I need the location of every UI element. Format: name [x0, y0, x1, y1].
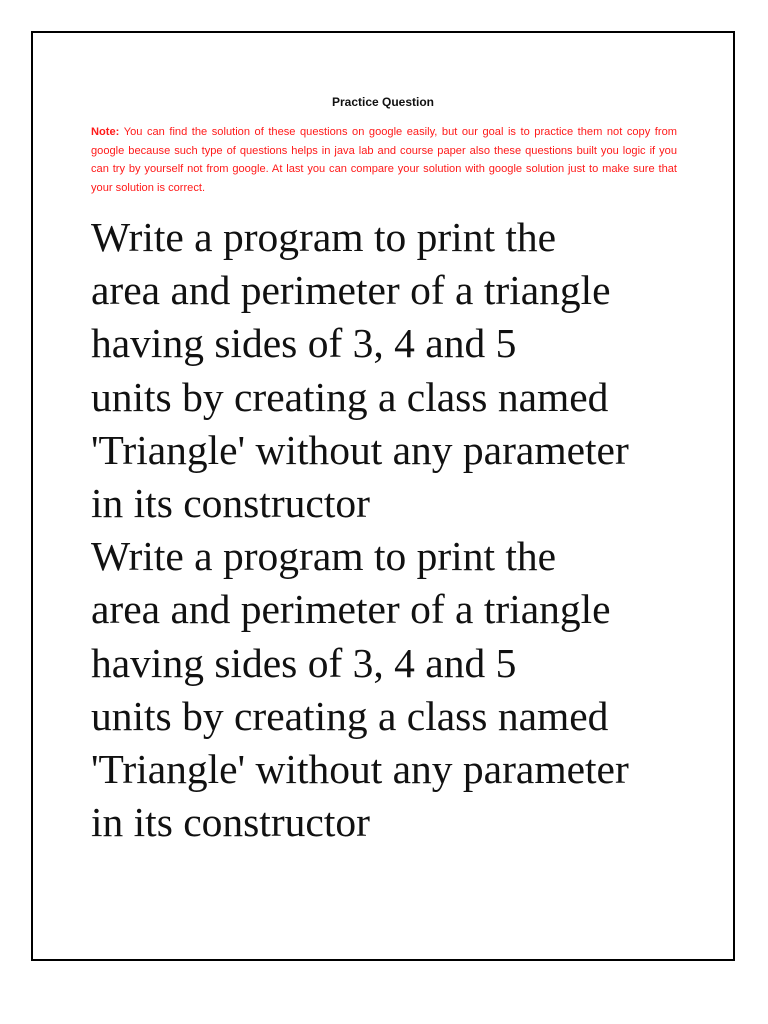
note-label: Note: [91, 126, 120, 138]
question-line: 'Triangle' without any parameter [91, 746, 629, 793]
question-line: area and perimeter of a triangle [91, 267, 611, 314]
question-line: 'Triangle' without any parameter [91, 426, 629, 473]
question-line: in its constructor [91, 480, 370, 527]
question-text [91, 211, 731, 849]
question-line: area and perimeter of a triangle [91, 586, 611, 633]
page-title: Practice Question [331, 95, 435, 109]
note-paragraph [91, 123, 677, 197]
question-line: having sides of 3, 4 and 5 [91, 320, 517, 367]
question-line: having sides of 3, 4 and 5 [91, 639, 517, 686]
question-line: units by creating a class named [91, 692, 609, 739]
question-line: units by creating a class named [91, 373, 609, 420]
note-text: You can find the solution of these questions on google easily, but our goal is to practice them not copy from google because such type of questions helps in java lab and course paper also these questions built you logic if you can try by yourself not from google. At last you can compare your solution with google solution just to make sure that your solution is correct. [91, 126, 677, 194]
question-line: Write a program to print the [91, 533, 557, 580]
question-line: Write a program to print the [91, 214, 557, 260]
document-page [31, 31, 735, 961]
question-line: in its constructor [91, 799, 370, 846]
